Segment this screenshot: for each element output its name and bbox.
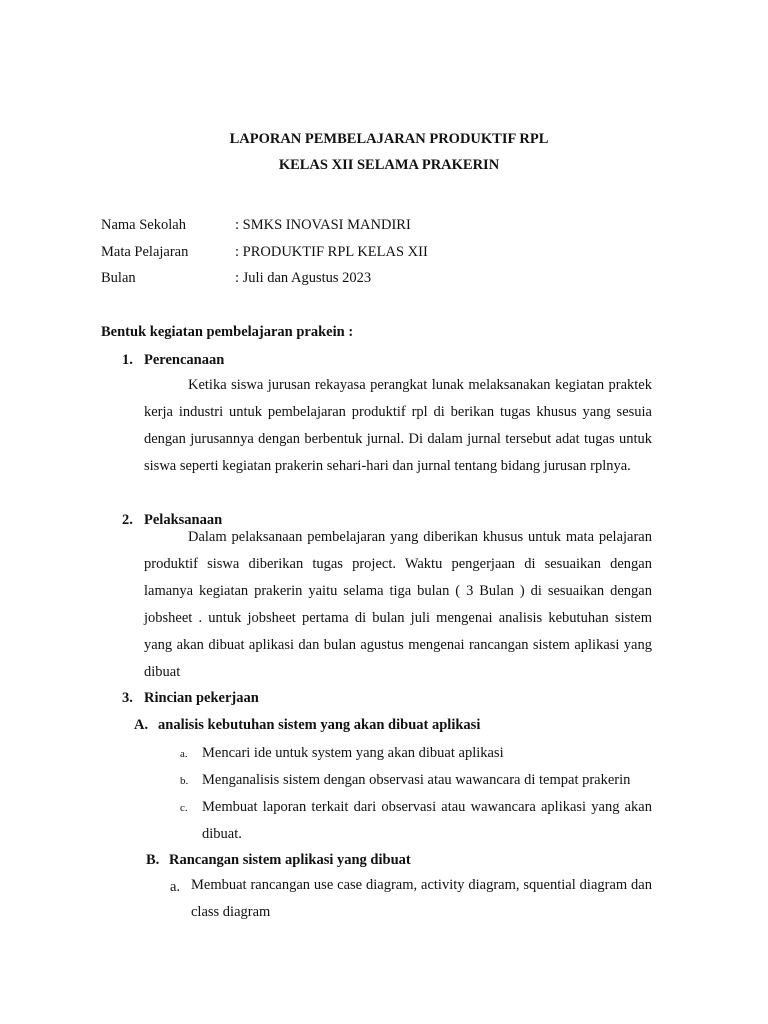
section-heading: Bentuk kegiatan pembelajaran prakein : bbox=[101, 324, 354, 340]
sub-b-title: Rancangan sistem aplikasi yang dibuat bbox=[169, 852, 411, 868]
item-title-perencanaan: Perencanaan bbox=[144, 352, 225, 368]
point-text: Mencari ide untuk system yang akan dibuat aplikasi bbox=[202, 745, 504, 761]
info-label: Mata Pelajaran bbox=[101, 244, 189, 260]
point-letter: c. bbox=[180, 802, 188, 814]
paragraph-pelaksanaan: Dalam pelaksanaan pembelajaran yang diberikan khusus untuk mata pelajaran produktif siswa diberikan tugas project. Waktu pengerjaan di sesuaikan dengan lamanya kegiatan prakerin yaitu selama tiga bulan ( 3 Bulan ) di sesuaikan dengan jobsheet . untuk jobsheet pertama di bulan juli mengenai analisis kebutuhan sistem yang akan dibuat aplikasi dan bulan agustus mengenai rancangan sistem aplikasi yang dibuat bbox=[144, 529, 652, 680]
item-number: 1. bbox=[122, 352, 133, 368]
document-title-line2: KELAS XII SELAMA PRAKERIN bbox=[278, 157, 500, 173]
item-number: 2. bbox=[122, 512, 133, 528]
paragraph-perencanaan: Ketika siswa jurusan rekayasa perangkat lunak melaksanakan kegiatan praktek kerja industri untuk pembelajaran produktif rpl di berikan tugas khusus yang sesuia dengan jurusannya dengan berbentuk jurnal. Di dalam jurnal tersebut adat tugas untuk siswa seperti kegiatan prakerin sehari-hari dan jurnal tentang bidang jurusan rplnya. bbox=[144, 377, 652, 474]
item-title-pelaksanaan: Pelaksanaan bbox=[144, 512, 223, 528]
info-label: Bulan bbox=[101, 270, 136, 286]
info-value: : SMKS INOVASI MANDIRI bbox=[235, 217, 411, 233]
sub-a-title: analisis kebutuhan sistem yang akan dibuat aplikasi bbox=[158, 717, 481, 733]
point-letter: a. bbox=[180, 748, 188, 760]
info-row-month bbox=[101, 270, 661, 290]
document-title-line1: LAPORAN PEMBELAJARAN PRODUKTIF RPL bbox=[229, 131, 549, 147]
info-value: : Juli dan Agustus 2023 bbox=[235, 270, 372, 286]
info-label: Nama Sekolah bbox=[101, 217, 186, 233]
info-value: : PRODUKTIF RPL KELAS XII bbox=[235, 244, 428, 260]
point-letter: b. bbox=[180, 775, 189, 787]
item-number: 3. bbox=[122, 690, 133, 706]
sub-a-letter: A. bbox=[134, 717, 149, 733]
point-text bbox=[202, 794, 652, 848]
info-row-school bbox=[101, 217, 661, 237]
point-letter: a. bbox=[170, 879, 181, 895]
point-text: Menganalisis sistem dengan observasi atau wawancara di tempat prakerin bbox=[202, 772, 631, 788]
point-text: Membuat rancangan use case diagram, activity diagram, squential diagram dan class diagram bbox=[191, 877, 652, 920]
sub-b-letter: B. bbox=[146, 852, 160, 868]
info-row-subject bbox=[101, 244, 661, 264]
point-text-content: Membuat laporan terkait dari observasi atau wawancara aplikasi yang akan dibuat. bbox=[202, 799, 652, 842]
item-title-rincian: Rincian pekerjaan bbox=[144, 690, 259, 706]
